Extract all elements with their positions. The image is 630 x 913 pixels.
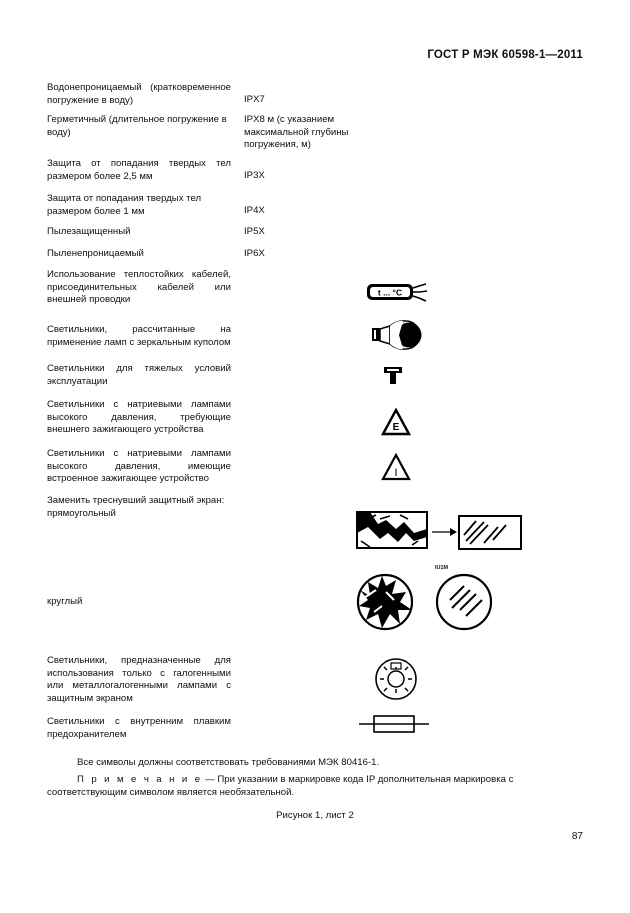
document-header: ГОСТ Р МЭК 60598-1—2011 [427, 49, 583, 61]
symbol-text: I [394, 467, 398, 479]
ip-code: IPX8 м (с указанием максимальной глубины погружения, м) [244, 114, 349, 151]
row-description: Защита от попадания твердых тел размером более 2,5 мм [47, 158, 231, 182]
figure-caption: Рисунок 1, лист 2 [276, 810, 354, 821]
row-description: Светильники с натриевыми лампами высокого давления, имеющие встроенное зажигающее устройство [47, 448, 231, 485]
ip-code: IP4X [244, 205, 265, 216]
row-description: Светильники, рассчитанные на применение ламп с зеркальным куполом [47, 324, 231, 348]
small-label: IU1M [435, 565, 449, 571]
self-shielded-lamp-icon [370, 655, 422, 701]
internal-fuse-icon [358, 713, 430, 735]
ip-code: IP3X [244, 170, 265, 181]
row-description: Светильники с внутренним плавким предохранителем [47, 716, 231, 740]
note-paragraph [47, 773, 583, 799]
ip-code: IP6X [244, 248, 265, 259]
row-description: Светильники, предназначенные для использования только с галогенными или металлогалогенными лампами с защитным экраном [47, 655, 231, 704]
row-description: Водонепроницаемый (кратковременное погружение в воду) [47, 82, 231, 106]
row-description: круглый [47, 596, 83, 607]
symbol-text: t ... °C [377, 287, 403, 298]
row-description: Пылезащищенный [47, 226, 131, 237]
row-description: Герметичный (длительное погружение в воду) [47, 114, 227, 138]
ip-code: IP5X [244, 226, 265, 237]
note-label: П р и м е ч а н и е [77, 774, 203, 785]
replace-cracked-round-shield-icon [356, 570, 496, 634]
row-description: Светильники для тяжелых условий эксплуатации [47, 363, 231, 387]
symbol-text: E [392, 422, 400, 433]
heat-resistant-cable-icon [366, 282, 428, 304]
mirror-dome-lamp-icon [371, 318, 425, 352]
internal-ignitor-triangle-icon [381, 453, 411, 481]
row-description: Использование теплостойких кабелей, присоединительных кабелей или внешней проводки [47, 269, 231, 306]
page-number: 87 [571, 831, 583, 842]
all-symbols-note: Все символы должны соответствовать требованиями МЭК 80416-1. [77, 757, 380, 768]
rough-service-hammer-icon [382, 364, 404, 386]
note-text: — При указании в маркировке кода IP дополнительная маркировка с соответствующим символом является необязательной. [47, 774, 514, 798]
row-description: Заменить треснувший защитный экран: прямоугольный [47, 495, 225, 519]
row-description: Светильники с натриевыми лампами высокого давления, требующие внешнего зажигающего устройства [47, 399, 231, 436]
ip-code: IPX7 [244, 94, 265, 105]
replace-cracked-rectangular-shield-icon [356, 507, 524, 553]
row-description: Защита от попадания твердых тел размером более 1 мм [47, 193, 202, 217]
row-description: Пыленепроницаемый [47, 248, 144, 259]
external-ignitor-triangle-icon [381, 408, 411, 436]
